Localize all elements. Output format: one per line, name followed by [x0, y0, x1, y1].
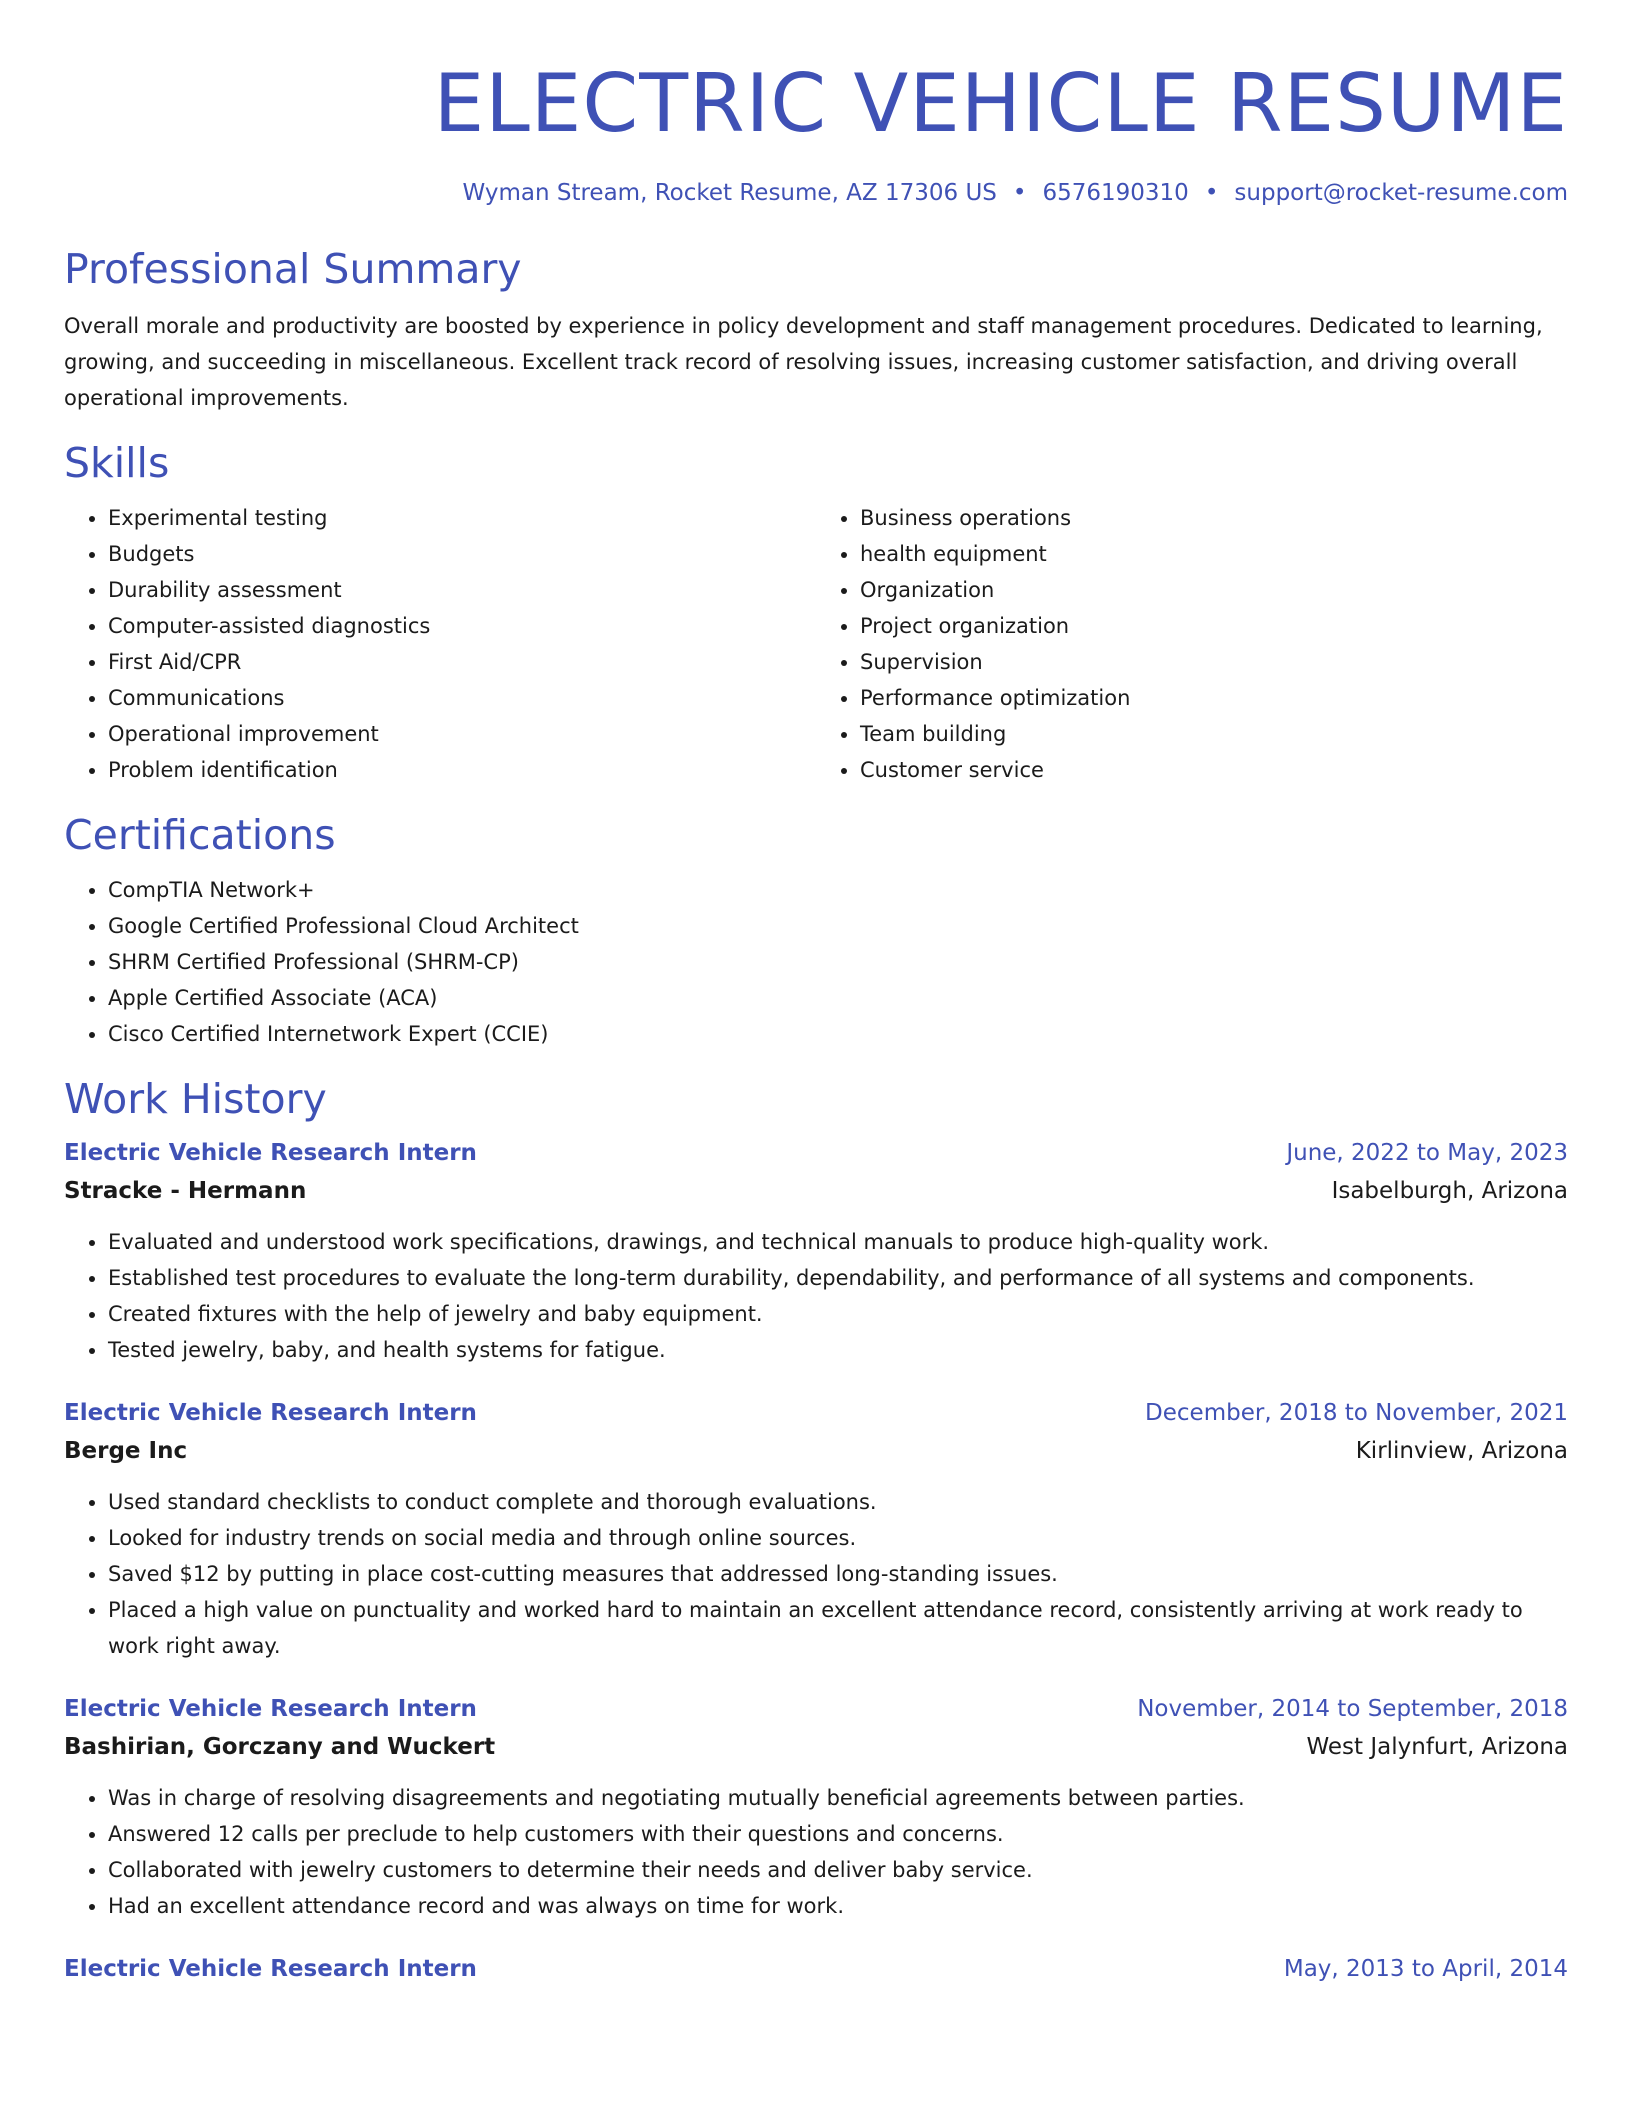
job-bullet: • Collaborated with jewelry customers to determine their needs and deliver baby service. — [108, 1852, 1568, 1888]
skill-item: • Experimental testing — [108, 500, 816, 536]
skill-item: • Problem identification — [108, 752, 816, 788]
job-title: Electric Vehicle Research Intern — [64, 1956, 477, 1982]
work-history-section — [64, 1072, 1568, 1988]
job-location: Kirlinview, Arizona — [1355, 1438, 1568, 1464]
certification-item: • CompTIA Network+ — [108, 872, 1568, 908]
certification-item: • Apple Certified Associate (ACA) — [108, 980, 1568, 1016]
resume-header — [64, 0, 1568, 210]
contact-address: Wyman Stream, Rocket Resume, AZ 17306 US — [462, 180, 997, 206]
job-entry — [64, 1134, 1568, 1368]
job-bullet: • Evaluated and understood work specifications, drawings, and technical manuals to produce high-quality work. — [108, 1224, 1568, 1260]
skill-item: • Durability assessment — [108, 572, 816, 608]
skill-item: • Operational improvement — [108, 716, 816, 752]
job-bullet: • Established test procedures to evaluate the long-term durability, dependability, and performance of all systems and components. — [108, 1260, 1568, 1296]
job-header-row — [64, 1394, 1568, 1432]
job-dates: November, 2014 to September, 2018 — [1137, 1696, 1568, 1722]
skill-item: • Computer-assisted diagnostics — [108, 608, 816, 644]
section-title-work-history: Work History — [64, 1075, 327, 1123]
resume-page — [64, 0, 1568, 1988]
job-title: Electric Vehicle Research Intern — [64, 1400, 477, 1426]
job-bullets — [64, 1780, 1568, 1924]
job-entry — [64, 1690, 1568, 1924]
job-dates: December, 2018 to November, 2021 — [1145, 1400, 1568, 1426]
job-bullet: • Saved $12 by putting in place cost-cutting measures that addressed long-standing issues. — [108, 1556, 1568, 1592]
job-bullet: • Used standard checklists to conduct complete and thorough evaluations. — [108, 1484, 1568, 1520]
job-location: Isabelburgh, Arizona — [1331, 1178, 1568, 1204]
skill-item: • Budgets — [108, 536, 816, 572]
job-bullets — [64, 1484, 1568, 1664]
skills-list-right — [816, 500, 1568, 788]
summary-text: Overall morale and productivity are boosted by experience in policy development and staff management procedures. Dedicated to learning, growing, and succeeding in miscellaneous. Excellent track record of resolving issues, increasing customer satisfaction, and driving overall operational improvements. — [64, 314, 1543, 410]
certification-item: • Cisco Certified Internetwork Expert (CCIE) — [108, 1016, 1568, 1052]
section-title-certifications: Certifications — [64, 811, 336, 859]
job-entry — [64, 1394, 1568, 1664]
skill-item: • Communications — [108, 680, 816, 716]
job-header-row — [64, 1690, 1568, 1728]
contact-separator: • — [1012, 180, 1027, 206]
certifications-list — [64, 872, 1568, 1052]
job-company-row — [64, 1432, 1568, 1470]
job-bullet: • Created fixtures with the help of jewelry and baby equipment. — [108, 1296, 1568, 1332]
job-company: Berge Inc — [64, 1438, 188, 1464]
contact-email[interactable]: support@rocket-resume.com — [1234, 180, 1568, 206]
skill-item: • Customer service — [860, 752, 1568, 788]
skill-item: • Business operations — [860, 500, 1568, 536]
skill-item: • Supervision — [860, 644, 1568, 680]
contact-line — [64, 176, 1568, 210]
job-header-row — [64, 1950, 1568, 1988]
skill-item: • Project organization — [860, 608, 1568, 644]
skill-item: • Performance optimization — [860, 680, 1568, 716]
skills-grid — [64, 500, 1568, 788]
job-bullet: • Placed a high value on punctuality and worked hard to maintain an excellent attendance record, consistently arriving at work ready to work right away. — [108, 1592, 1568, 1664]
job-bullet: • Looked for industry trends on social media and through online sources. — [108, 1520, 1568, 1556]
certification-item: • SHRM Certified Professional (SHRM-CP) — [108, 944, 1568, 980]
skills-section — [64, 436, 1568, 788]
job-company: Stracke - Hermann — [64, 1178, 307, 1204]
certification-item: • Google Certified Professional Cloud Architect — [108, 908, 1568, 944]
job-bullet: • Answered 12 calls per preclude to help customers with their questions and concerns. — [108, 1816, 1568, 1852]
job-company: Bashirian, Gorczany and Wuckert — [64, 1734, 496, 1760]
job-bullet: • Had an excellent attendance record and was always on time for work. — [108, 1888, 1568, 1924]
job-header-row — [64, 1134, 1568, 1172]
job-company-row — [64, 1172, 1568, 1210]
section-title-summary: Professional Summary — [64, 245, 522, 293]
job-company-row — [64, 1728, 1568, 1766]
job-bullets — [64, 1224, 1568, 1368]
contact-phone: 6576190310 — [1042, 180, 1189, 206]
job-bullet: • Was in charge of resolving disagreements and negotiating mutually beneficial agreements between parties. — [108, 1780, 1568, 1816]
job-dates: May, 2013 to April, 2014 — [1283, 1956, 1568, 1982]
skill-item: • health equipment — [860, 536, 1568, 572]
certifications-section — [64, 808, 1568, 1052]
job-location: West Jalynfurt, Arizona — [1306, 1734, 1568, 1760]
job-title: Electric Vehicle Research Intern — [64, 1696, 477, 1722]
job-bullet: • Tested jewelry, baby, and health systems for fatigue. — [108, 1332, 1568, 1368]
job-title: Electric Vehicle Research Intern — [64, 1140, 477, 1166]
skill-item: • First Aid/CPR — [108, 644, 816, 680]
skill-item: • Organization — [860, 572, 1568, 608]
section-title-skills: Skills — [64, 439, 170, 487]
skills-list-left — [64, 500, 816, 788]
summary-section — [64, 242, 1568, 416]
job-entry — [64, 1950, 1568, 1988]
skill-item: • Team building — [860, 716, 1568, 752]
resume-name: ELECTRIC VEHICLE RESUME — [433, 57, 1568, 150]
contact-separator: • — [1204, 180, 1219, 206]
job-dates: June, 2022 to May, 2023 — [1286, 1140, 1568, 1166]
